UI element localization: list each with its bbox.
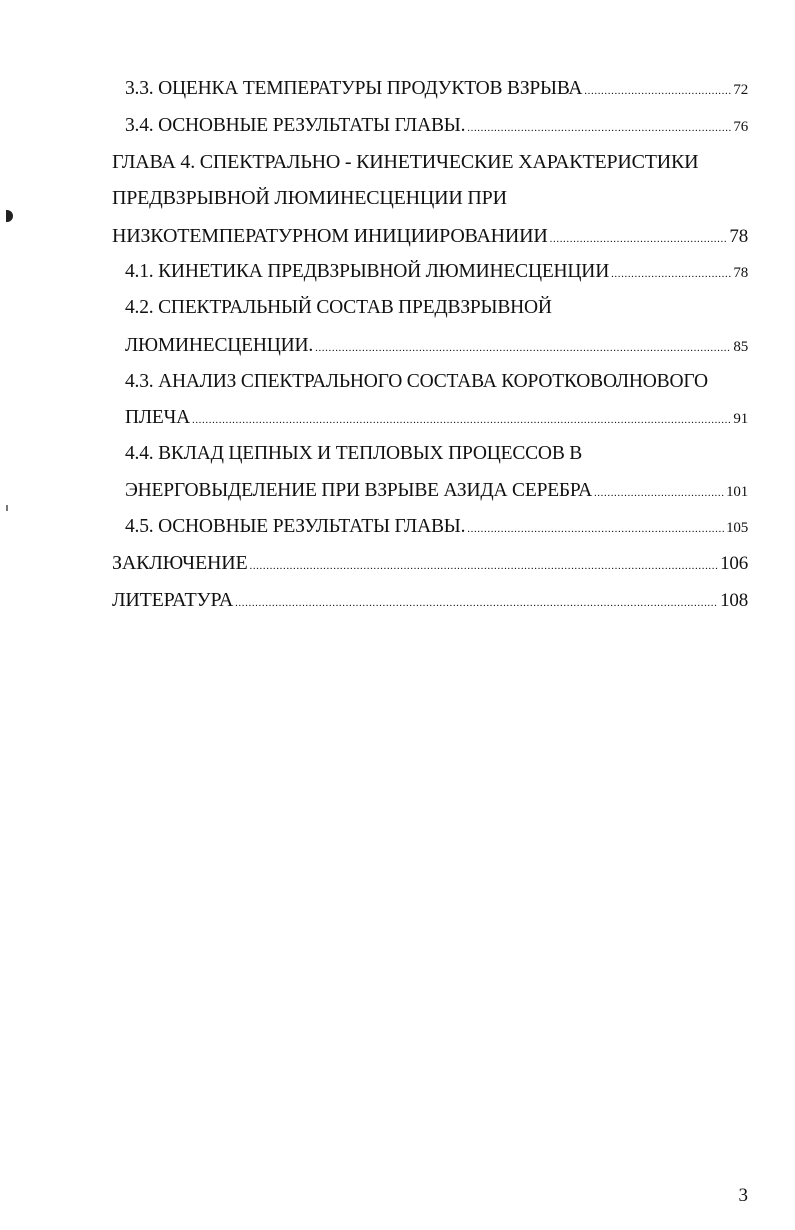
toc-page-number: 106: [720, 553, 748, 574]
scan-mark: [6, 210, 13, 222]
toc-entry-title: ПЛЕЧА: [125, 407, 190, 428]
toc-leader: [235, 598, 718, 609]
toc-leader: [192, 415, 731, 426]
toc-entry-title: ПРЕДВЗРЫВНОЙ ЛЮМИНЕСЦЕНЦИИ ПРИ: [112, 187, 507, 209]
toc-entry-title: ЛЮМИНЕСЦЕНЦИИ.: [125, 335, 314, 356]
toc-entry-chapter-4-line-3[interactable]: [112, 222, 748, 251]
toc-entry-title: 4.1. КИНЕТИКА ПРЕДВЗРЫВНОЙ ЛЮМИНЕСЦЕНЦИИ: [125, 261, 610, 282]
toc-leader: [467, 123, 731, 134]
toc-entry-title: 3.4. ОСНОВНЫЕ РЕЗУЛЬТАТЫ ГЛАВЫ.: [125, 115, 466, 136]
toc-page-number: 105: [726, 520, 748, 536]
toc-entry-title: 4.4. ВКЛАД ЦЕПНЫХ И ТЕПЛОВЫХ ПРОЦЕССОВ В: [125, 443, 583, 464]
toc-entry-title: ЭНЕРГОВЫДЕЛЕНИЕ ПРИ ВЗРЫВЕ АЗИДА СЕРЕБРА: [125, 480, 592, 501]
toc-entry-title: НИЗКОТЕМПЕРАТУРНОМ ИНИЦИИРОВАНИИИ: [112, 225, 548, 247]
toc-entry-title: 4.2. СПЕКТРАЛЬНЫЙ СОСТАВ ПРЕДВЗРЫВНОЙ: [125, 297, 552, 318]
toc-entry-4-5[interactable]: [125, 513, 748, 542]
toc-entry-4-4-line-2[interactable]: [125, 477, 748, 506]
toc-leader: [584, 86, 731, 97]
toc-entry-title: 4.5. ОСНОВНЫЕ РЕЗУЛЬТАТЫ ГЛАВЫ.: [125, 516, 466, 537]
toc-entry-title: ЛИТЕРАТУРА: [112, 589, 234, 611]
toc-entry-4-1[interactable]: [125, 258, 748, 287]
toc-entry-4-2-line-1[interactable]: [125, 294, 748, 322]
toc-entry-4-3-line-1[interactable]: [125, 368, 748, 396]
toc-page-number: 91: [733, 411, 748, 427]
toc-entry-3-3[interactable]: [125, 75, 748, 104]
toc-entry-4-4-line-1[interactable]: [125, 440, 748, 468]
toc-page-number: 72: [733, 82, 748, 98]
toc-entry-title: 4.3. АНАЛИЗ СПЕКТРАЛЬНОГО СОСТАВА КОРОТКОВОЛНОВОГО: [125, 371, 708, 392]
toc-entry-chapter-4-line-1[interactable]: [112, 148, 748, 176]
toc-entry-4-3-line-2[interactable]: [125, 404, 748, 433]
scan-speck: [6, 505, 8, 511]
toc-entry-chapter-4-line-2: [112, 184, 748, 212]
toc-page-number: 108: [720, 590, 748, 611]
toc-page-number: 76: [733, 119, 748, 135]
toc-leader: [467, 524, 724, 535]
toc-page-number: 101: [726, 484, 748, 500]
toc-page-number: 78: [729, 226, 748, 247]
toc-entry-conclusion[interactable]: [112, 549, 748, 578]
toc-page-number: 85: [733, 339, 748, 355]
toc-leader: [594, 488, 724, 499]
toc-entry-3-4[interactable]: [125, 112, 748, 141]
toc-entry-title: ГЛАВА 4. СПЕКТРАЛЬНО - КИНЕТИЧЕСКИЕ ХАРАКТЕРИСТИКИ: [112, 151, 699, 173]
toc-page-number: 78: [733, 265, 748, 281]
toc-leader: [315, 343, 731, 354]
toc-leader: [611, 269, 731, 280]
toc-entry-title: ЗАКЛЮЧЕНИЕ: [112, 552, 248, 574]
toc-entry-title: 3.3. ОЦЕНКА ТЕМПЕРАТУРЫ ПРОДУКТОВ ВЗРЫВА: [125, 78, 583, 99]
toc-entry-references[interactable]: [112, 586, 748, 615]
toc-entry-4-2-line-2[interactable]: [125, 332, 748, 361]
toc-leader: [249, 561, 718, 572]
page-number: 3: [738, 1185, 748, 1206]
toc-leader: [550, 234, 728, 245]
